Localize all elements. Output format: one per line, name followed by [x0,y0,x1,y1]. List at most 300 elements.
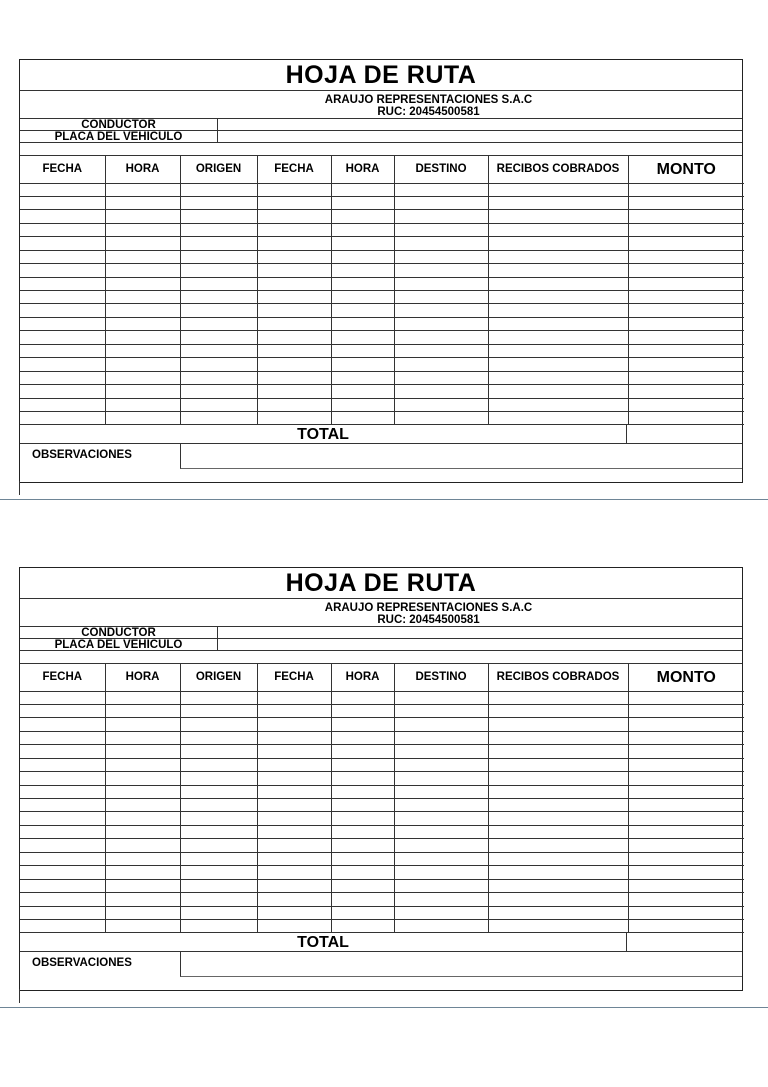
table-cell[interactable] [105,411,180,424]
table-cell[interactable] [628,893,744,906]
table-cell[interactable] [394,196,488,209]
table-cell[interactable] [257,183,331,196]
table-cell[interactable] [257,277,331,290]
table-cell[interactable] [628,277,744,290]
table-cell[interactable] [20,411,105,424]
table-cell[interactable] [105,879,180,892]
table-cell[interactable] [488,237,628,250]
table-cell[interactable] [394,411,488,424]
table-cell[interactable] [180,839,257,852]
table-cell[interactable] [180,411,257,424]
table-header-row [20,156,744,183]
table-cell[interactable] [257,237,331,250]
table-cell[interactable] [488,852,628,865]
table-cell[interactable] [628,866,744,879]
table-cell[interactable] [331,704,394,717]
table-cell[interactable] [105,691,180,704]
table-cell[interactable] [331,196,394,209]
table-cell[interactable] [20,718,105,731]
table-cell[interactable] [331,745,394,758]
table-cell[interactable] [257,250,331,263]
observaciones-field[interactable] [180,952,742,977]
table-cell[interactable] [331,344,394,357]
table-cell[interactable] [180,866,257,879]
table-cell[interactable] [180,772,257,785]
table-cell[interactable] [488,691,628,704]
table-cell[interactable] [20,772,105,785]
table-cell[interactable] [488,358,628,371]
table-cell[interactable] [331,718,394,731]
table-cell[interactable] [180,371,257,384]
table-cell[interactable] [180,250,257,263]
table-cell[interactable] [180,291,257,304]
table-cell[interactable] [628,758,744,771]
table-cell[interactable] [180,210,257,223]
table-cell[interactable] [180,344,257,357]
table-cell[interactable] [20,317,105,330]
table-cell[interactable] [628,344,744,357]
table-cell[interactable] [394,812,488,825]
table-cell[interactable] [105,291,180,304]
table-cell[interactable] [488,344,628,357]
table-cell[interactable] [180,893,257,906]
table-cell[interactable] [105,385,180,398]
table-cell[interactable] [20,704,105,717]
table-cell[interactable] [257,223,331,236]
table-cell[interactable] [331,250,394,263]
table-cell[interactable] [628,371,744,384]
table-cell[interactable] [628,304,744,317]
table-cell[interactable] [257,906,331,919]
table-cell[interactable] [628,745,744,758]
table-cell[interactable] [628,731,744,744]
table-cell[interactable] [488,785,628,798]
table-cell[interactable] [105,277,180,290]
table-cell[interactable] [20,758,105,771]
column-header: FECHA [257,156,331,183]
table-cell[interactable] [257,210,331,223]
table-cell[interactable] [331,398,394,411]
table-cell[interactable] [105,358,180,371]
table-cell[interactable] [331,210,394,223]
table-cell[interactable] [180,731,257,744]
table-cell[interactable] [394,745,488,758]
table-cell[interactable] [180,799,257,812]
table-cell[interactable] [394,183,488,196]
table-cell[interactable] [105,317,180,330]
table-cell[interactable] [488,893,628,906]
table-cell[interactable] [488,210,628,223]
table-cell[interactable] [257,411,331,424]
table-cell[interactable] [628,825,744,838]
table-cell[interactable] [488,398,628,411]
table-cell[interactable] [105,331,180,344]
table-cell[interactable] [331,799,394,812]
table-cell[interactable] [180,196,257,209]
table-cell[interactable] [180,183,257,196]
table-cell[interactable] [331,385,394,398]
table-cell[interactable] [628,772,744,785]
table-cell[interactable] [257,385,331,398]
table-cell[interactable] [180,264,257,277]
table-cell[interactable] [394,277,488,290]
table-cell[interactable] [488,731,628,744]
table-cell[interactable] [628,210,744,223]
table-cell[interactable] [394,758,488,771]
table-cell[interactable] [628,785,744,798]
table-cell[interactable] [257,331,331,344]
table-cell[interactable] [331,331,394,344]
table-cell[interactable] [628,799,744,812]
table-cell[interactable] [257,758,331,771]
table-cell[interactable] [628,250,744,263]
table-cell[interactable] [20,919,105,932]
table-cell[interactable] [488,264,628,277]
table-cell[interactable] [20,223,105,236]
table-cell[interactable] [394,879,488,892]
table-cell[interactable] [20,893,105,906]
table-cell[interactable] [20,250,105,263]
table-cell[interactable] [105,237,180,250]
table-cell[interactable] [394,385,488,398]
table-cell[interactable] [331,358,394,371]
table-cell[interactable] [180,825,257,838]
table-cell[interactable] [105,893,180,906]
total-amount-field[interactable] [627,425,742,443]
table-cell[interactable] [180,331,257,344]
table-cell[interactable] [20,358,105,371]
table-cell[interactable] [20,839,105,852]
page-separator [0,499,768,500]
table-cell[interactable] [20,866,105,879]
table-cell[interactable] [105,210,180,223]
table-cell[interactable] [488,906,628,919]
table-cell[interactable] [394,250,488,263]
table-cell[interactable] [257,745,331,758]
table-cell[interactable] [20,291,105,304]
table-cell[interactable] [180,237,257,250]
table-cell[interactable] [394,704,488,717]
table-cell[interactable] [20,196,105,209]
table-cell[interactable] [331,183,394,196]
column-header: RECIBOS COBRADOS [488,156,628,183]
table-cell[interactable] [488,718,628,731]
table-cell[interactable] [331,772,394,785]
table-cell[interactable] [20,398,105,411]
table-cell[interactable] [394,852,488,865]
table-cell[interactable] [20,385,105,398]
table-cell[interactable] [180,906,257,919]
table-cell[interactable] [394,839,488,852]
table-cell[interactable] [105,745,180,758]
table-cell[interactable] [105,344,180,357]
table-cell[interactable] [20,745,105,758]
table-cell[interactable] [394,398,488,411]
table-cell[interactable] [628,398,744,411]
table-cell[interactable] [331,758,394,771]
table-cell[interactable] [20,264,105,277]
table-cell[interactable] [105,785,180,798]
table-cell[interactable] [105,919,180,932]
table-cell[interactable] [20,331,105,344]
table-cell[interactable] [105,264,180,277]
table-cell[interactable] [488,866,628,879]
table-cell[interactable] [628,411,744,424]
table-cell[interactable] [257,304,331,317]
table-cell[interactable] [105,250,180,263]
table-cell[interactable] [180,691,257,704]
table-cell[interactable] [331,839,394,852]
table-cell[interactable] [394,344,488,357]
table-cell[interactable] [488,919,628,932]
table-cell[interactable] [394,358,488,371]
table-cell[interactable] [20,304,105,317]
table-cell[interactable] [628,718,744,731]
table-cell[interactable] [394,237,488,250]
table-cell[interactable] [105,825,180,838]
table-cell[interactable] [394,210,488,223]
table-cell[interactable] [20,879,105,892]
observaciones-field[interactable] [180,444,742,469]
table-cell[interactable] [331,691,394,704]
table-cell[interactable] [20,691,105,704]
table-cell[interactable] [394,799,488,812]
table-cell[interactable] [105,839,180,852]
table-cell[interactable] [488,772,628,785]
table-cell[interactable] [257,879,331,892]
table-cell[interactable] [105,866,180,879]
table-cell[interactable] [257,812,331,825]
table-cell[interactable] [180,919,257,932]
table-cell[interactable] [331,852,394,865]
table-cell[interactable] [331,879,394,892]
table-cell[interactable] [394,785,488,798]
table-cell[interactable] [394,893,488,906]
table-cell[interactable] [257,398,331,411]
table-cell[interactable] [180,358,257,371]
table-cell[interactable] [105,772,180,785]
table-cell[interactable] [105,852,180,865]
table-cell[interactable] [180,704,257,717]
table-cell[interactable] [180,758,257,771]
table-cell[interactable] [180,385,257,398]
table-cell[interactable] [257,825,331,838]
table-cell[interactable] [628,691,744,704]
table-cell[interactable] [257,852,331,865]
table-cell[interactable] [257,691,331,704]
table-cell[interactable] [180,785,257,798]
table-cell[interactable] [628,839,744,852]
table-cell[interactable] [488,371,628,384]
table-cell[interactable] [257,718,331,731]
table-cell[interactable] [331,906,394,919]
table-cell[interactable] [105,223,180,236]
table-cell[interactable] [394,371,488,384]
table-cell[interactable] [394,223,488,236]
table-cell[interactable] [331,825,394,838]
table-cell[interactable] [180,879,257,892]
table-cell[interactable] [105,196,180,209]
table-cell[interactable] [394,866,488,879]
table-cell[interactable] [488,839,628,852]
table-cell[interactable] [628,237,744,250]
table-cell[interactable] [20,344,105,357]
table-cell[interactable] [394,317,488,330]
table-cell[interactable] [628,317,744,330]
table-cell[interactable] [20,852,105,865]
table-cell[interactable] [488,196,628,209]
table-cell[interactable] [394,331,488,344]
table-cell[interactable] [20,237,105,250]
table-cell[interactable] [331,866,394,879]
table-cell[interactable] [257,344,331,357]
table-cell[interactable] [628,879,744,892]
table-cell[interactable] [331,812,394,825]
table-cell[interactable] [105,906,180,919]
table-cell[interactable] [488,799,628,812]
table-cell[interactable] [331,411,394,424]
table-cell[interactable] [105,183,180,196]
table-cell[interactable] [257,799,331,812]
table-cell[interactable] [105,398,180,411]
table-cell[interactable] [180,317,257,330]
table-cell[interactable] [331,277,394,290]
table-cell[interactable] [628,196,744,209]
table-cell[interactable] [628,331,744,344]
table-cell[interactable] [331,223,394,236]
table-cell[interactable] [394,264,488,277]
table-cell[interactable] [488,291,628,304]
table-cell[interactable] [394,718,488,731]
table-cell[interactable] [180,277,257,290]
table-cell[interactable] [394,304,488,317]
table-cell[interactable] [331,304,394,317]
table-cell[interactable] [257,264,331,277]
table-cell[interactable] [331,237,394,250]
table-cell[interactable] [394,772,488,785]
table-cell[interactable] [628,291,744,304]
table-cell[interactable] [394,731,488,744]
table-cell[interactable] [105,731,180,744]
conductor-field[interactable] [218,119,742,130]
table-cell[interactable] [180,718,257,731]
table-cell[interactable] [488,385,628,398]
table-cell[interactable] [628,704,744,717]
table-cell[interactable] [628,358,744,371]
table-cell[interactable] [628,906,744,919]
table-cell[interactable] [394,919,488,932]
table-cell[interactable] [394,691,488,704]
table-cell[interactable] [331,785,394,798]
table-cell[interactable] [257,839,331,852]
placa-field[interactable] [218,639,742,650]
table-cell[interactable] [20,785,105,798]
table-cell[interactable] [20,371,105,384]
table-cell[interactable] [20,825,105,838]
table-cell[interactable] [105,812,180,825]
table-cell[interactable] [628,852,744,865]
table-cell[interactable] [488,879,628,892]
table-cell[interactable] [180,812,257,825]
table-cell[interactable] [488,704,628,717]
table-cell[interactable] [257,866,331,879]
table-cell[interactable] [628,812,744,825]
table-cell[interactable] [394,906,488,919]
table-cell[interactable] [488,304,628,317]
table-cell[interactable] [257,785,331,798]
table-cell[interactable] [20,183,105,196]
table-cell[interactable] [20,731,105,744]
table-cell[interactable] [488,758,628,771]
total-amount-field[interactable] [627,933,742,951]
table-cell[interactable] [180,304,257,317]
table-cell[interactable] [488,411,628,424]
table-cell[interactable] [488,223,628,236]
table-cell[interactable] [628,385,744,398]
table-cell[interactable] [180,223,257,236]
table-cell[interactable] [257,317,331,330]
table-cell[interactable] [331,371,394,384]
table-cell[interactable] [488,317,628,330]
placa-field[interactable] [218,131,742,142]
table-cell[interactable] [105,799,180,812]
table-cell[interactable] [257,358,331,371]
table-cell[interactable] [394,825,488,838]
table-cell[interactable] [331,291,394,304]
table-cell[interactable] [488,331,628,344]
table-cell[interactable] [331,264,394,277]
table-cell[interactable] [257,893,331,906]
table-cell[interactable] [488,825,628,838]
table-cell[interactable] [20,812,105,825]
table-cell[interactable] [257,196,331,209]
conductor-field[interactable] [218,627,742,638]
table-cell[interactable] [105,704,180,717]
table-cell[interactable] [20,210,105,223]
table-cell[interactable] [331,317,394,330]
table-cell[interactable] [488,745,628,758]
table-cell[interactable] [257,291,331,304]
table-cell[interactable] [180,852,257,865]
table-cell[interactable] [20,906,105,919]
table-cell[interactable] [331,893,394,906]
table-cell[interactable] [628,264,744,277]
table-cell[interactable] [257,731,331,744]
table-cell[interactable] [331,731,394,744]
table-cell[interactable] [331,919,394,932]
table-cell[interactable] [105,371,180,384]
table-cell[interactable] [488,812,628,825]
table-cell[interactable] [394,291,488,304]
table-cell[interactable] [488,250,628,263]
table-cell[interactable] [20,277,105,290]
table-cell[interactable] [105,718,180,731]
table-cell[interactable] [628,223,744,236]
table-cell[interactable] [488,183,628,196]
table-cell[interactable] [628,919,744,932]
table-cell[interactable] [257,704,331,717]
table-cell[interactable] [628,183,744,196]
table-cell[interactable] [180,745,257,758]
table-cell[interactable] [105,304,180,317]
table-cell[interactable] [257,772,331,785]
table-cell[interactable] [180,398,257,411]
table-cell[interactable] [257,919,331,932]
table-cell[interactable] [105,758,180,771]
table-cell[interactable] [257,371,331,384]
table-cell[interactable] [20,799,105,812]
table-cell[interactable] [488,277,628,290]
